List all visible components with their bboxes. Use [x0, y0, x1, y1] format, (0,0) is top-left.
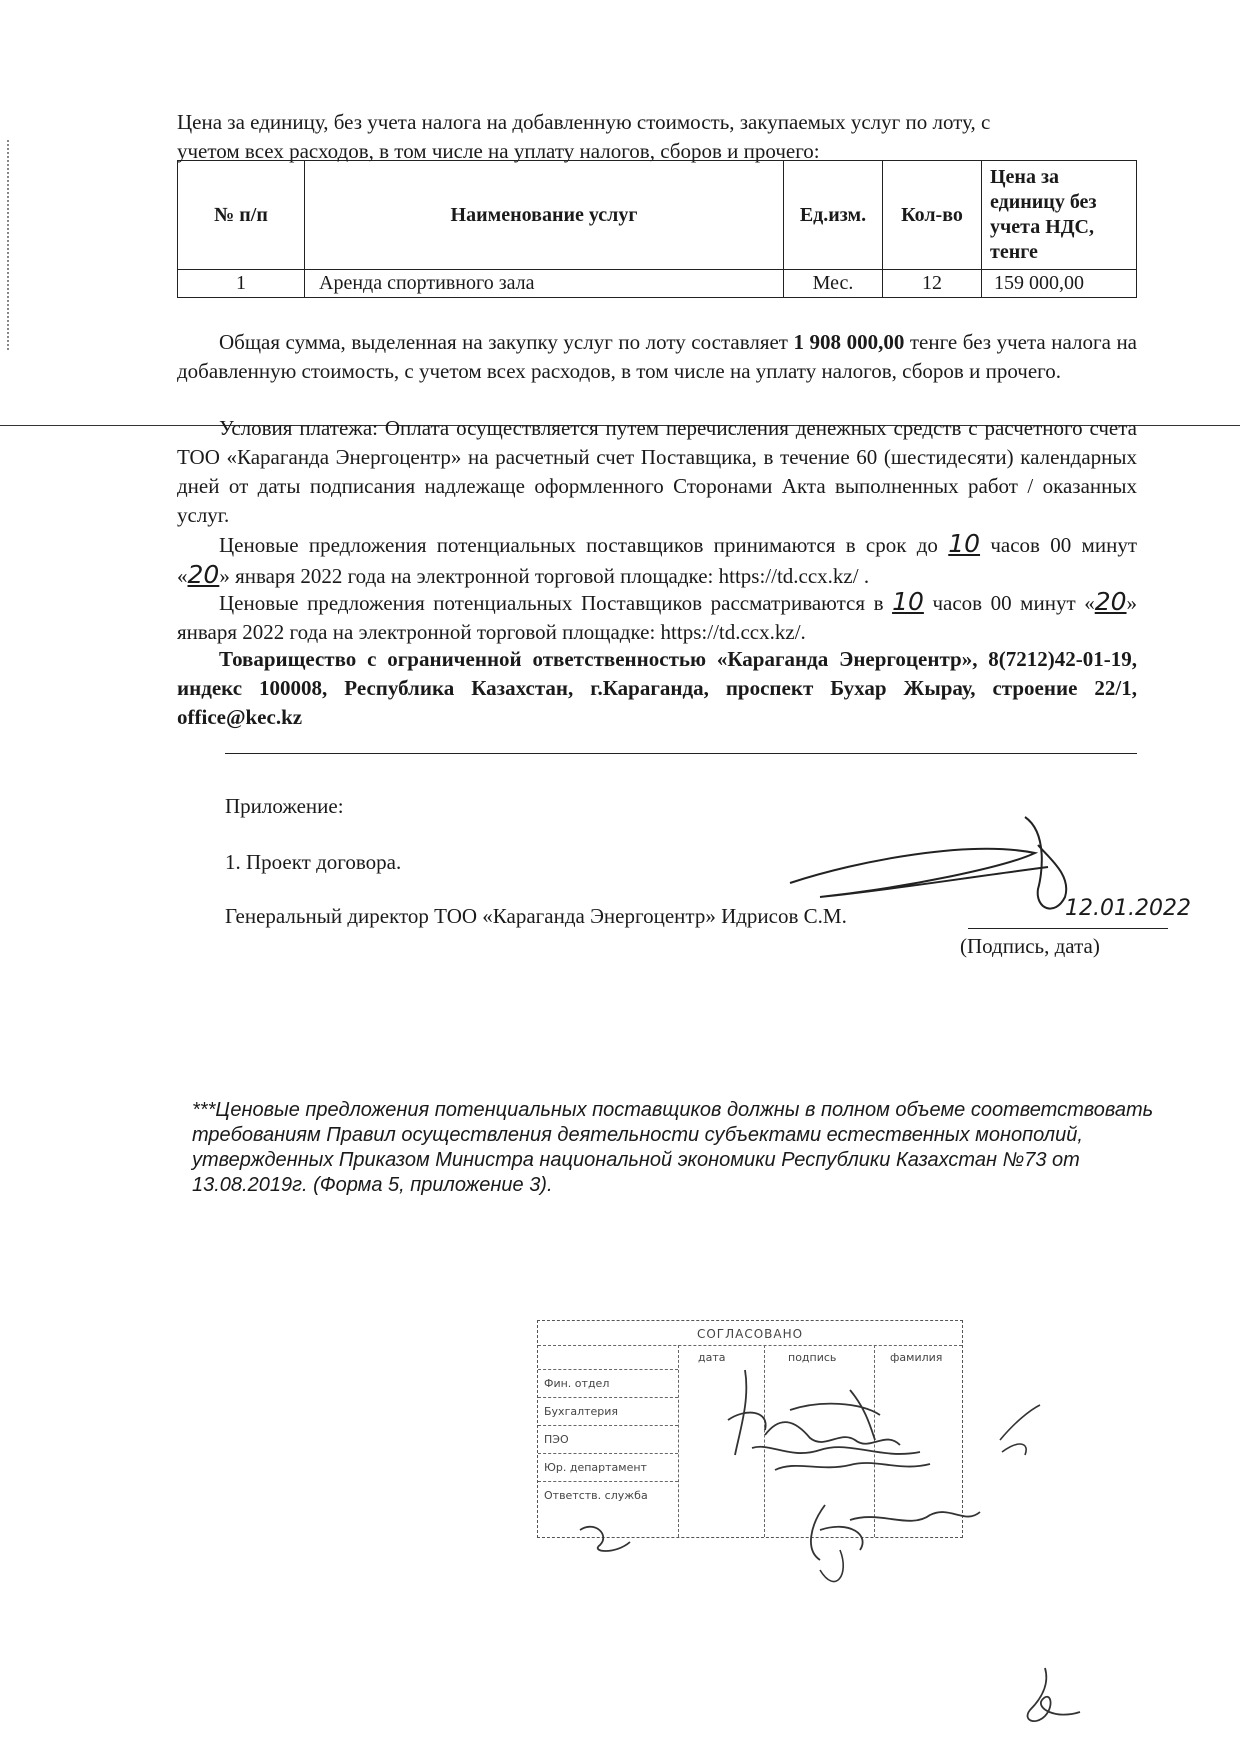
stamp-signatures	[520, 1360, 1060, 1680]
review-paragraph	[177, 587, 1137, 647]
col-header-qty: Кол-во	[883, 161, 982, 270]
col-header-number: № п/п	[178, 161, 305, 270]
separator-line	[225, 753, 1137, 754]
accept-paragraph	[177, 529, 1137, 591]
table-row	[178, 270, 1137, 298]
total-amount: 1 908 000,00	[793, 330, 905, 354]
stamp-row-responsible: Ответств. служба	[544, 1489, 648, 1502]
total-text-before: Общая сумма, выделенная на закупку услуг по лоту составляет	[219, 330, 794, 354]
stamp-row-legal: Юр. департамент	[544, 1461, 647, 1474]
stamp-col-date: дата	[698, 1351, 726, 1364]
cell-number: 1	[178, 270, 305, 298]
accept-text-1: Ценовые предложения потенциальных поставщиков принимаются в срок до	[219, 533, 949, 557]
signatory-text: Генеральный директор ТОО «Караганда Энергоцентр» Идрисов С.М.	[225, 904, 847, 928]
cell-unit: Мес.	[784, 270, 883, 298]
col-header-unit: Ед.изм.	[784, 161, 883, 270]
footnote: ***Ценовые предложения потенциальных поставщиков должны в полном объеме соответствовать требованиям Правил осуществления деятельности субъектами естественных монополий, утвержденных Приказом Министра национальной экономики Республики Казахстан №73 от 13.08.2019г. (Форма 5, приложение 3).	[192, 1099, 1154, 1196]
stamp-col-name: фамилия	[890, 1351, 943, 1364]
attachment-item: 1. Проект договора.	[225, 850, 402, 874]
col-header-price: Цена за единицу без учета НДС, тенге	[982, 161, 1137, 270]
accept-text-2: часов 00 минут «	[177, 533, 1137, 588]
accept-day: 20	[187, 560, 220, 589]
stamp-row-accounting: Бухгалтерия	[544, 1405, 619, 1418]
accept-hour: 10	[948, 529, 981, 558]
review-text-2: часов 00 минут «	[923, 591, 1095, 615]
review-hour: 10	[892, 587, 924, 616]
cell-qty: 12	[883, 270, 982, 298]
payment-paragraph: Условия платежа: Оплата осуществляется путем перечисления денежных средств с расчетного счета ТОО «Караганда Энергоцентр» на расчетный счет Поставщика, в течение 60 (шестидесяти) календарных дней от даты подписания надлежаще оформленного Сторонами Акта выполненных работ / оказанных услуг.	[177, 416, 1137, 527]
stamp-row-finance: Фин. отдел	[544, 1377, 610, 1390]
page-initials	[1000, 1660, 1090, 1740]
cell-price: 159 000,00	[982, 270, 1137, 298]
total-text-after: тенге без учета налога на добавленную стоимость, с учетом всех расходов, в том числе на уплату налогов, сборов и прочего.	[177, 330, 1138, 383]
attachment-title: Приложение:	[225, 794, 344, 818]
stamp-title: СОГЛАСОВАНО	[696, 1327, 804, 1341]
review-text-3: » января 2022 года на электронной торговой площадке: https://td.ccx.kz/.	[177, 591, 1138, 644]
signature-date: 12.01.2022	[1065, 896, 1191, 921]
intro-line-2: учетом всех расходов, в том числе на уплату налогов, сборов и прочего:	[177, 139, 820, 163]
accept-text-3: » января 2022 года на электронной торговой площадке: https://td.ccx.kz/ .	[219, 564, 870, 588]
col-header-service: Наименование услуг	[305, 161, 784, 270]
lot-table	[177, 160, 1137, 298]
margin-marks	[7, 140, 12, 350]
signature-line	[968, 928, 1168, 929]
review-day: 20	[1094, 587, 1127, 616]
intro-line-1: Цена за единицу, без учета налога на добавленную стоимость, закупаемых услуг по лоту, с	[177, 110, 991, 134]
stamp-col-signature: подпись	[788, 1351, 837, 1364]
cell-service: Аренда спортивного зала	[305, 270, 784, 298]
total-paragraph	[177, 328, 1137, 386]
review-text-1: Ценовые предложения потенциальных Поставщиков рассматриваются в	[219, 591, 893, 615]
organization-details: Товарищество с ограниченной ответственностью «Караганда Энергоцентр», 8(7212)42-01-19, индекс 100008, Республика Казахстан, г.Караганда, проспект Бухар Жырау, строение 22/1, office@kec.kz	[177, 647, 1137, 729]
stamp-row-peo: ПЭО	[544, 1433, 569, 1446]
signature-caption: (Подпись, дата)	[960, 934, 1100, 958]
